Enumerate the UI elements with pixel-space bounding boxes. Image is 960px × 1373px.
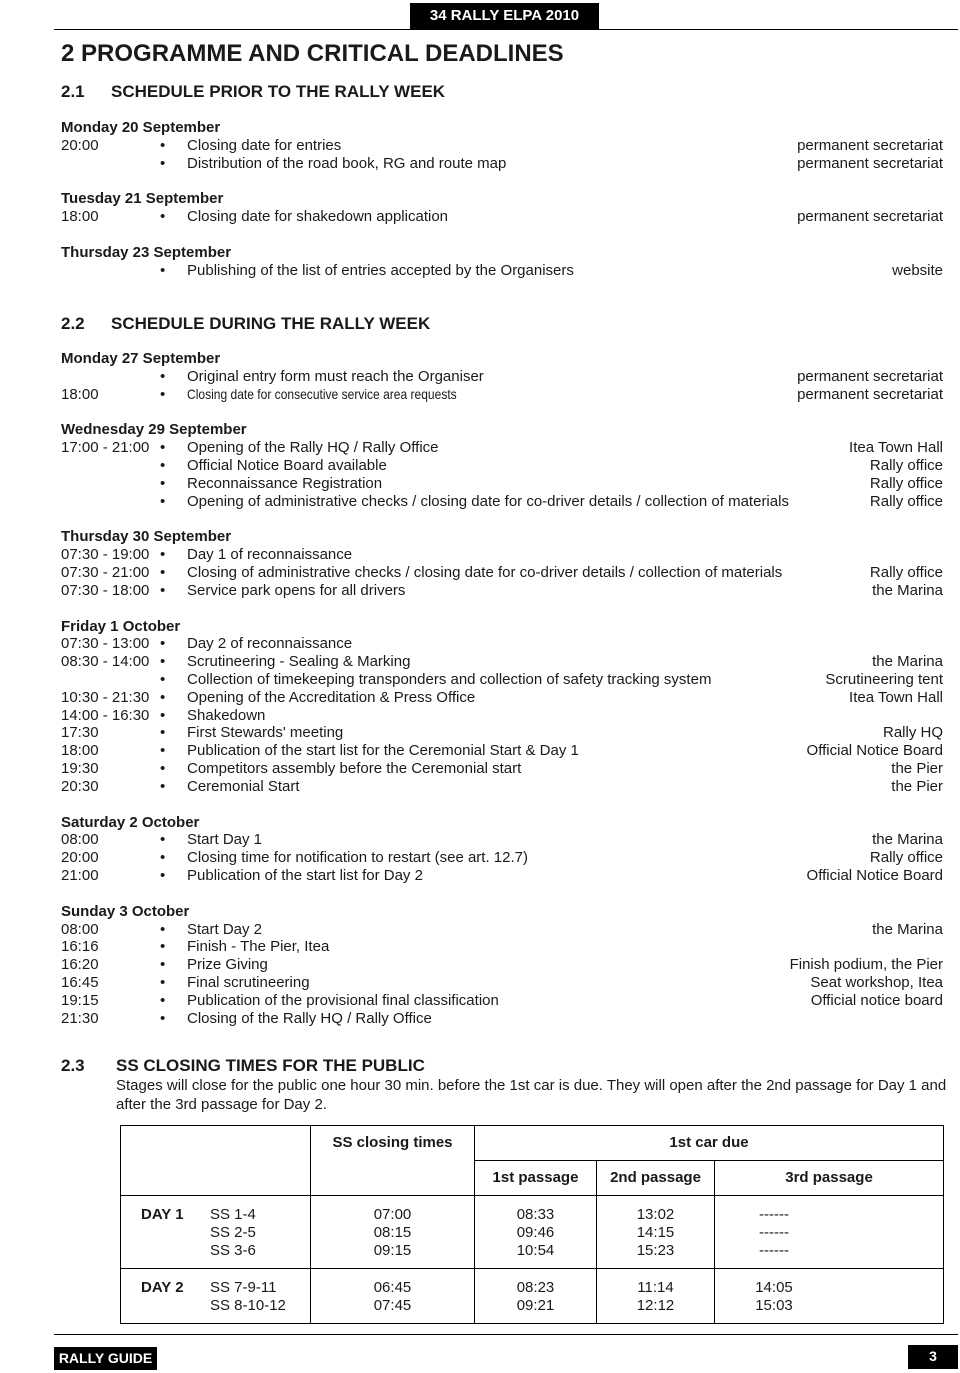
bullet-icon: • [160, 991, 166, 1009]
day-heading: Monday 20 September [61, 119, 221, 136]
row-time: 07:30 - 21:00 [61, 563, 150, 581]
schedule-row [61, 956, 943, 974]
bullet-icon: • [160, 670, 166, 688]
row-location: the Pier [891, 759, 943, 777]
row-description: Shakedown [187, 706, 266, 724]
day1-p2-1: 14:15 [636, 1224, 675, 1241]
page-title: 2 PROGRAMME AND CRITICAL DEADLINES [61, 40, 564, 67]
section-2-3 [61, 1056, 953, 1114]
row-time: 18:00 [61, 385, 99, 403]
bullet-icon: • [160, 742, 166, 760]
bullet-icon: • [160, 759, 166, 777]
bullet-icon: • [160, 688, 166, 706]
bullet-icon: • [160, 456, 166, 474]
bullet-icon: • [160, 154, 166, 172]
row-time: 19:30 [61, 759, 99, 777]
row-description: Publication of the start list for Day 2 [187, 866, 423, 884]
row-time: 20:00 [61, 136, 99, 154]
header-rule [54, 29, 958, 30]
header-passage-2: 2nd passage [597, 1161, 715, 1196]
header-passage-3: 3rd passage [715, 1161, 944, 1196]
day2-p2-cell [597, 1269, 715, 1324]
schedule-row [61, 992, 943, 1010]
bullet-icon: • [160, 866, 166, 884]
row-time: 21:30 [61, 1009, 99, 1027]
schedule-row [61, 867, 943, 885]
row-location: Rally office [869, 474, 943, 492]
row-location: Official notice board [810, 991, 943, 1009]
day1-closing-1: 08:15 [373, 1224, 412, 1241]
bullet-icon: • [160, 1009, 166, 1027]
schedule-row [61, 921, 943, 939]
day2-closing-cell [311, 1269, 475, 1324]
row-location: website [892, 261, 943, 279]
row-location: Rally office [869, 849, 943, 867]
schedule-row [61, 137, 943, 155]
header-closing-times [311, 1126, 475, 1196]
footer-label: RALLY GUIDE [54, 1347, 157, 1370]
section-number: 2.1 [61, 82, 85, 101]
bullet-icon: • [160, 492, 166, 510]
schedule-row [61, 1010, 943, 1028]
row-location: the Marina [872, 920, 943, 938]
schedule-during [61, 350, 943, 1027]
schedule-row [61, 671, 943, 689]
day1-p1-2: 10:54 [516, 1242, 555, 1259]
table-row [121, 1196, 944, 1269]
row-description: Publication of the start list for the Ceremonial Start & Day 1 [187, 742, 579, 760]
day1-p2-0: 13:02 [636, 1206, 675, 1223]
day1-ss-2: SS 3-6 [210, 1242, 256, 1259]
day2-closing-1: 07:45 [373, 1297, 412, 1314]
bullet-icon: • [160, 777, 166, 795]
day2-p3-cell [715, 1269, 944, 1324]
day-block [61, 350, 943, 403]
day2-p1-1: 09:21 [516, 1297, 555, 1314]
row-location: Official Notice Board [806, 742, 943, 760]
schedule-row [61, 582, 943, 600]
row-location: Rally office [869, 492, 943, 510]
schedule-row [61, 707, 943, 725]
day2-p3-1: 15:03 [755, 1297, 793, 1314]
day2-ss-1: SS 8-10-12 [210, 1297, 286, 1314]
bullet-icon: • [160, 208, 166, 226]
schedule-row [61, 653, 943, 671]
day1-label: DAY 1 [141, 1206, 184, 1223]
row-time: 08:00 [61, 920, 99, 938]
day1-closing-0: 07:00 [373, 1206, 412, 1223]
row-description: First Stewards' meeting [187, 724, 344, 742]
row-description: Opening of administrative checks / closing date for co-driver details / collection of materials [187, 492, 789, 510]
schedule-row [61, 564, 943, 582]
bullet-icon: • [160, 581, 166, 599]
row-time: 20:00 [61, 849, 99, 867]
day1-p1-1: 09:46 [516, 1224, 555, 1241]
day2-closing-0: 06:45 [373, 1279, 412, 1296]
schedule-row [61, 635, 943, 653]
day1-p3-2: ------ [759, 1242, 789, 1259]
row-location: the Marina [872, 581, 943, 599]
day2-label-cell [121, 1269, 311, 1324]
row-time: 16:20 [61, 956, 99, 974]
bullet-icon: • [160, 261, 166, 279]
section-title: SCHEDULE DURING THE RALLY WEEK [111, 314, 431, 333]
row-location: Official Notice Board [806, 866, 943, 884]
row-location: permanent secretariat [797, 136, 943, 154]
day1-ss-0: SS 1-4 [210, 1206, 256, 1223]
bullet-icon: • [160, 920, 166, 938]
row-description: Closing date for entries [187, 136, 342, 154]
schedule-row [61, 368, 943, 386]
section-number: 2.3 [61, 1056, 85, 1075]
row-description: Day 2 of reconnaissance [187, 635, 353, 653]
day1-p2-2: 15:23 [636, 1242, 675, 1259]
day2-p1-cell [475, 1269, 597, 1324]
table-header-row [121, 1126, 944, 1161]
day-heading: Thursday 30 September [61, 528, 232, 546]
row-time: 18:00 [61, 208, 99, 226]
row-location: the Marina [872, 831, 943, 849]
row-description: Start Day 2 [187, 920, 263, 938]
day-heading: Thursday 23 September [61, 243, 232, 261]
row-time: 17:00 - 21:00 [61, 439, 150, 457]
row-time: 08:00 [61, 831, 99, 849]
day2-ss-0: SS 7-9-11 [210, 1279, 277, 1296]
row-location: Rally office [869, 456, 943, 474]
row-location: Seat workshop, Itea [810, 973, 943, 991]
row-time: 18:00 [61, 742, 99, 760]
day-heading: Wednesday 29 September [61, 421, 247, 439]
bullet-icon: • [160, 849, 166, 867]
schedule-row [61, 546, 943, 564]
row-time: 07:30 - 18:00 [61, 581, 150, 599]
row-location: Itea Town Hall [849, 688, 943, 706]
row-time: 07:30 - 19:00 [61, 546, 150, 564]
row-location: Finish podium, the Pier [789, 956, 943, 974]
header-passage-1: 1st passage [475, 1161, 597, 1196]
row-description: Closing time for notification to restart (see art. 12.7) [187, 849, 528, 867]
schedule-row [61, 386, 943, 404]
day-block [61, 119, 943, 172]
row-description: Official Notice Board available [187, 456, 387, 474]
bullet-icon: • [160, 724, 166, 742]
row-description: Publication of the provisional final classification [187, 991, 499, 1009]
row-time: 19:15 [61, 991, 99, 1009]
schedule-row [61, 778, 943, 796]
row-location: Rally HQ [882, 724, 943, 742]
section-2-3-heading [61, 1056, 953, 1076]
day2-p2-0: 11:14 [637, 1279, 674, 1296]
section-2-1-heading [61, 82, 445, 102]
schedule-row [61, 938, 943, 956]
day-block [61, 244, 943, 280]
day1-p1-cell [475, 1196, 597, 1269]
day1-p3-1: ------ [759, 1224, 789, 1241]
row-description: Service park opens for all drivers [187, 581, 406, 599]
row-description: Distribution of the road book, RG and route map [187, 154, 507, 172]
bullet-icon: • [160, 367, 166, 385]
bullet-icon: • [160, 653, 166, 671]
header-tag: 34 RALLY ELPA 2010 [410, 3, 599, 29]
row-description: Reconnaissance Registration [187, 474, 383, 492]
row-description: Final scrutineering [187, 973, 310, 991]
row-time: 16:45 [61, 973, 99, 991]
row-location: Itea Town Hall [849, 439, 943, 457]
row-description: Prize Giving [187, 956, 268, 974]
bullet-icon: • [160, 973, 166, 991]
day1-p3-cell [715, 1196, 944, 1269]
bullet-icon: • [160, 706, 166, 724]
row-time: 14:00 - 16:30 [61, 706, 150, 724]
day1-p3-0: ------ [759, 1206, 789, 1223]
row-time: 07:30 - 13:00 [61, 635, 150, 653]
bullet-icon: • [160, 474, 166, 492]
day1-closing-2: 09:15 [373, 1242, 412, 1259]
row-location: permanent secretariat [797, 385, 943, 403]
bullet-icon: • [160, 938, 166, 956]
bullet-icon: • [160, 635, 166, 653]
row-location: permanent secretariat [797, 154, 943, 172]
row-description: Closing of the Rally HQ / Rally Office [187, 1009, 432, 1027]
section-2-2-heading [61, 314, 430, 334]
schedule-row [61, 457, 943, 475]
day-heading: Monday 27 September [61, 350, 221, 367]
row-description: Original entry form must reach the Organiser [187, 367, 484, 385]
header-first-car-label: 1st car due [669, 1134, 749, 1151]
row-description: Opening of the Rally HQ / Rally Office [187, 439, 439, 457]
ss-closing-times-table [120, 1125, 944, 1324]
bullet-icon: • [160, 136, 166, 154]
bullet-icon: • [160, 385, 166, 403]
bullet-icon: • [160, 439, 166, 457]
row-location: the Marina [872, 653, 943, 671]
day-heading: Friday 1 October [61, 617, 181, 635]
day1-p2-cell [597, 1196, 715, 1269]
section-title: SCHEDULE PRIOR TO THE RALLY WEEK [111, 82, 446, 101]
day-block [61, 814, 943, 885]
row-description: Finish - The Pier, Itea [187, 938, 330, 956]
day2-p2-1: 12:12 [636, 1297, 675, 1314]
day-block [61, 421, 943, 510]
day1-closing-cell [311, 1196, 475, 1269]
header-first-car [475, 1126, 944, 1161]
row-time: 17:30 [61, 724, 99, 742]
day-heading: Sunday 3 October [61, 902, 190, 920]
row-time: 21:00 [61, 866, 99, 884]
section-title: SS CLOSING TIMES FOR THE PUBLIC [116, 1056, 425, 1075]
schedule-prior [61, 119, 943, 280]
row-description: Publishing of the list of entries accepted by the Organisers [187, 261, 574, 279]
schedule-row [61, 831, 943, 849]
schedule-row [61, 155, 943, 173]
schedule-row [61, 439, 943, 457]
row-description: Competitors assembly before the Ceremonial start [187, 759, 522, 777]
row-description: Closing of administrative checks / closing date for co-driver details / collection of materials [187, 563, 783, 581]
schedule-row [61, 689, 943, 707]
day-block [61, 903, 943, 1028]
row-location: permanent secretariat [797, 367, 943, 385]
schedule-row [61, 742, 943, 760]
day1-p1-0: 08:33 [516, 1206, 555, 1223]
row-description: Ceremonial Start [187, 777, 300, 795]
schedule-row [61, 208, 943, 226]
row-location: Scrutineering tent [825, 670, 943, 688]
day-heading: Saturday 2 October [61, 813, 200, 831]
schedule-row [61, 493, 943, 511]
row-description: Closing date for shakedown application [187, 208, 448, 226]
row-time: 08:30 - 14:00 [61, 653, 150, 671]
row-location: permanent secretariat [797, 208, 943, 226]
day2-p3-0: 14:05 [755, 1279, 793, 1296]
schedule-row [61, 724, 943, 742]
bullet-icon: • [160, 956, 166, 974]
table-corner-cell [121, 1126, 311, 1196]
page-number: 3 [908, 1345, 958, 1369]
row-description: Day 1 of reconnaissance [187, 546, 353, 564]
section-number: 2.2 [61, 314, 85, 333]
bullet-icon: • [160, 831, 166, 849]
day2-label: DAY 2 [141, 1279, 184, 1296]
schedule-row [61, 849, 943, 867]
schedule-row [61, 760, 943, 778]
bullet-icon: • [160, 546, 166, 564]
schedule-row [61, 475, 943, 493]
row-description: Closing date for consecutive service area requests [187, 385, 457, 402]
row-description: Scrutineering - Sealing & Marking [187, 653, 411, 671]
schedule-row [61, 974, 943, 992]
day-block [61, 528, 943, 599]
day1-label-cell [121, 1196, 311, 1269]
day1-ss-1: SS 2-5 [210, 1224, 256, 1241]
table-row [121, 1269, 944, 1324]
bullet-icon: • [160, 563, 166, 581]
section-2-3-text: Stages will close for the public one hour 30 min. before the 1st car is due. They will open after the 2nd passage for Day 1 and after the 3rd passage for Day 2. [116, 1077, 947, 1113]
row-description: Collection of timekeeping transponders and collection of safety tracking system [187, 670, 712, 688]
footer-rule [54, 1334, 958, 1335]
row-time: 20:30 [61, 777, 99, 795]
row-time: 16:16 [61, 938, 99, 956]
schedule-row [61, 262, 943, 280]
row-description: Opening of the Accreditation & Press Office [187, 688, 476, 706]
day-block [61, 190, 943, 226]
day-heading: Tuesday 21 September [61, 190, 224, 208]
row-location: Rally office [869, 563, 943, 581]
row-time: 10:30 - 21:30 [61, 688, 150, 706]
row-location: the Pier [891, 777, 943, 795]
day2-p1-0: 08:23 [516, 1279, 555, 1296]
row-description: Start Day 1 [187, 831, 263, 849]
header-closing-label: SS closing times [332, 1134, 453, 1151]
day-block [61, 618, 943, 796]
